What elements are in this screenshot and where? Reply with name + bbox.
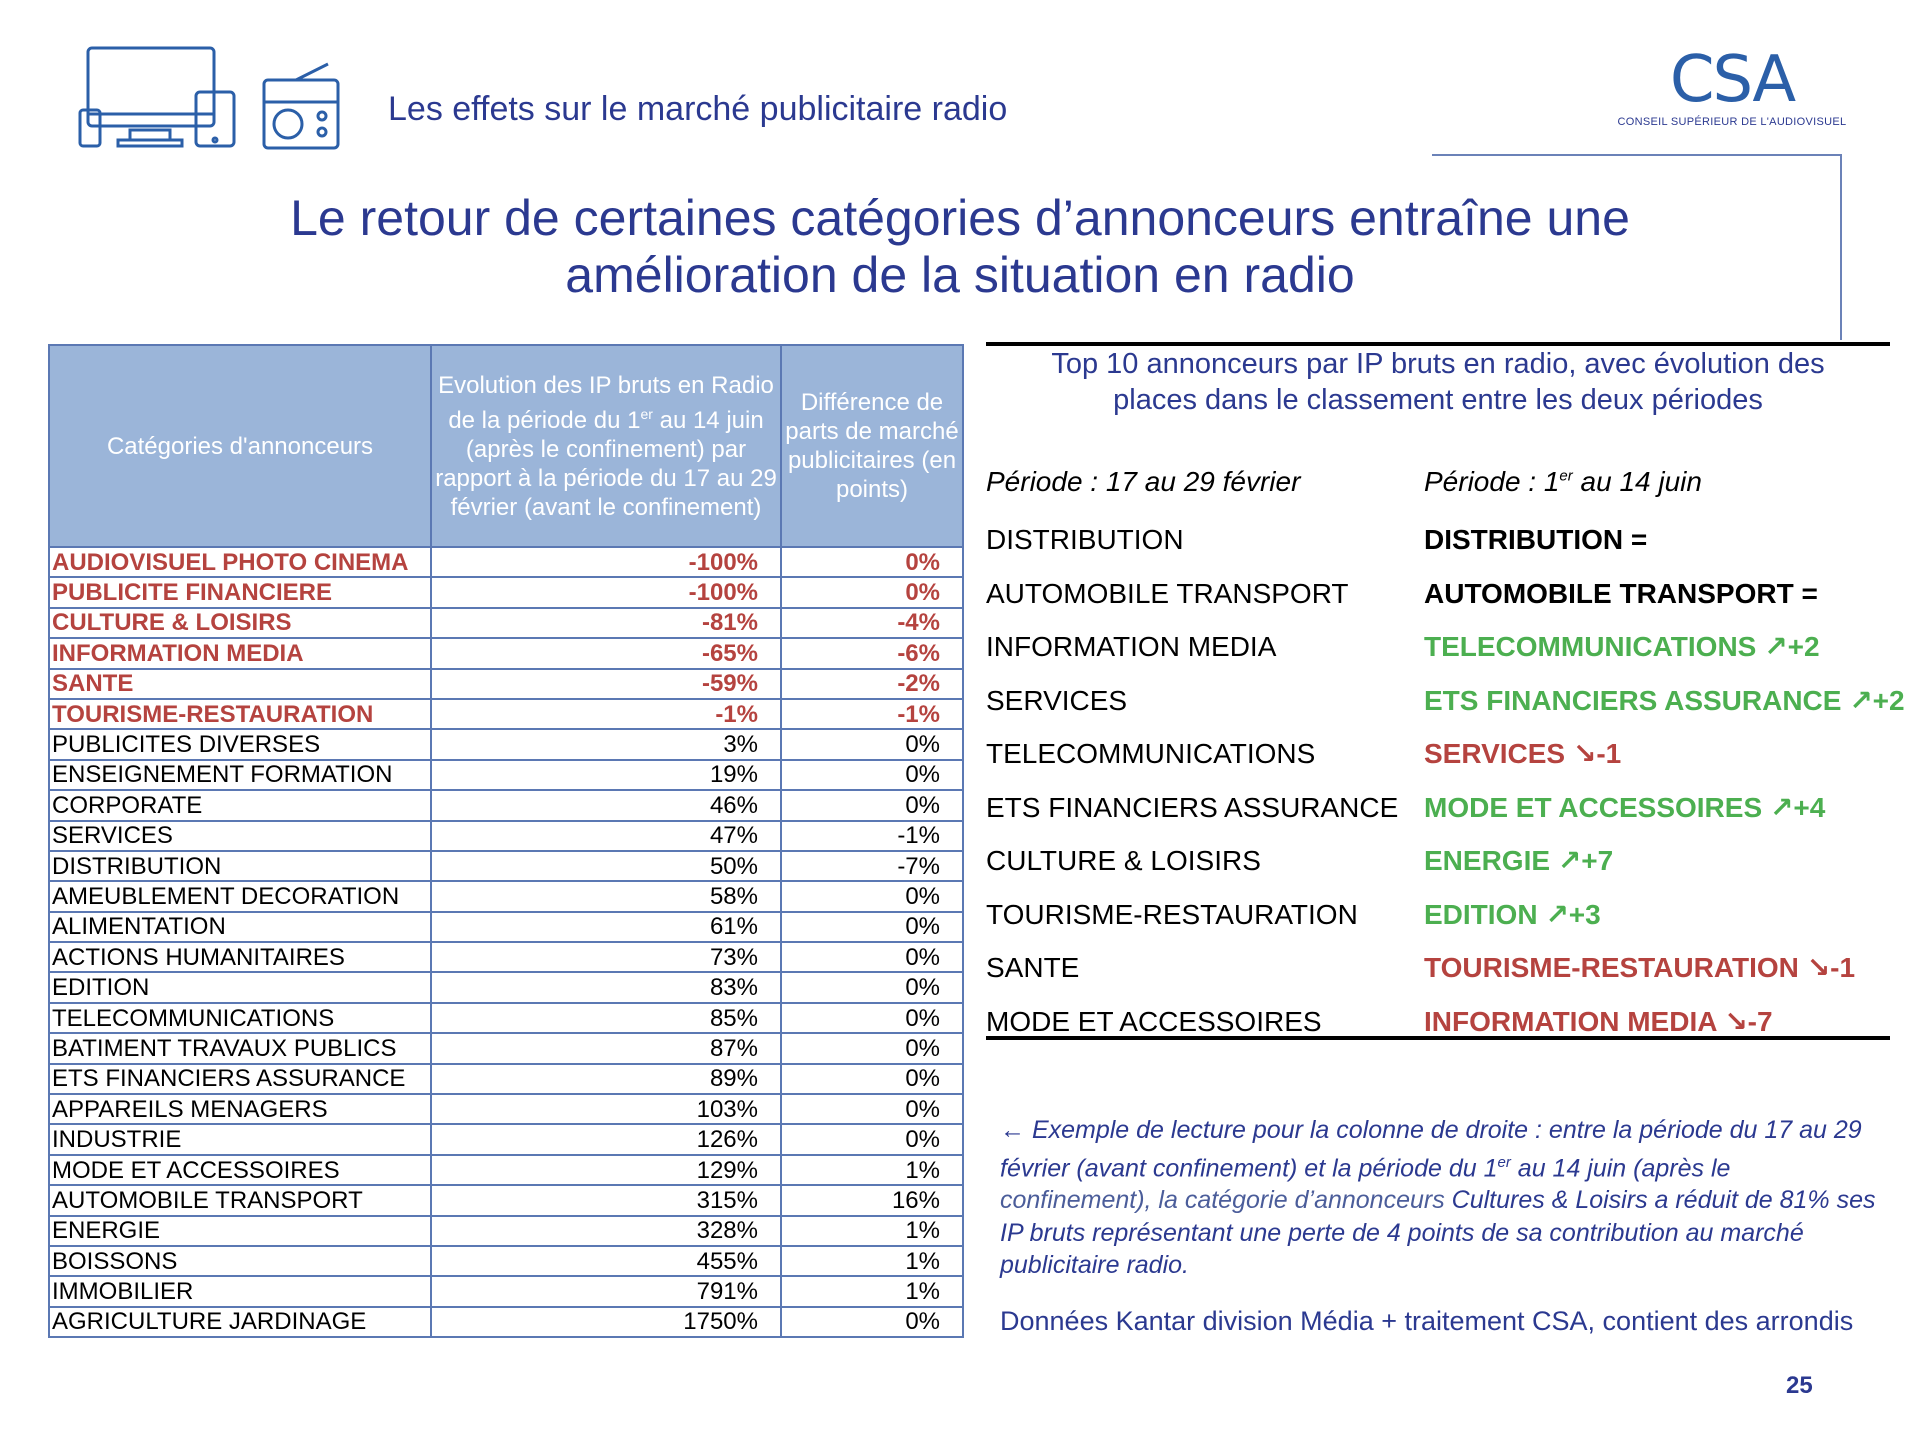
cell-category: AUDIOVISUEL PHOTO CINEMA [49,547,431,577]
cell-evolution: -100% [431,547,781,577]
period-label-right: Période : 1er au 14 juin [1424,466,1702,497]
cell-difference: -7% [781,851,963,881]
cell-category: TELECOMMUNICATIONS [49,1003,431,1033]
cell-difference: 1% [781,1155,963,1185]
cell-evolution: 85% [431,1003,781,1033]
cell-difference: 16% [781,1185,963,1215]
cell-category: ETS FINANCIERS ASSURANCE [49,1064,431,1094]
cell-evolution: 87% [431,1033,781,1063]
rank-before-item: TOURISME-RESTAURATION [986,898,1358,930]
table-row [49,1064,963,1094]
table-row [49,547,963,577]
cell-difference: 0% [781,760,963,790]
table-row [49,729,963,759]
cell-evolution: 73% [431,942,781,972]
cell-difference: 0% [781,547,963,577]
rank-before-item: CULTURE & LOISIRS [986,845,1261,876]
rank-before-item: TELECOMMUNICATIONS [986,738,1316,769]
cell-evolution: 50% [431,851,781,881]
cell-difference: 1% [781,1216,963,1246]
period-label-left: Période : 17 au 29 février [986,466,1301,497]
cell-difference: 0% [781,729,963,759]
cell-difference: 0% [781,790,963,820]
rank-before-item: DISTRIBUTION [986,524,1184,555]
cell-evolution: 3% [431,729,781,759]
page-number: 25 [1786,1372,1813,1399]
devices-icon [78,46,258,150]
cell-category: SERVICES [49,821,431,851]
rank-after-item: SERVICES ↘-1 [1424,738,1622,769]
table-row [49,669,963,699]
section-title: Les effets sur le marché publicitaire radio [388,90,1008,128]
logo-divider-horizontal [1432,154,1840,156]
table-row [49,1307,963,1337]
cell-evolution: -1% [431,699,781,729]
rank-before-item: AUTOMOBILE TRANSPORT [986,577,1349,609]
cell-evolution: 103% [431,1094,781,1124]
cell-difference: 0% [781,881,963,911]
cell-evolution: 791% [431,1276,781,1306]
logo-subtitle: CONSEIL SUPÉRIEUR DE L'AUDIOVISUEL [1617,116,1847,128]
rank-after-item: TELECOMMUNICATIONS ↗+2 [1424,631,1820,662]
rank-before-item: SERVICES [986,684,1128,716]
cell-evolution: 46% [431,790,781,820]
cell-difference: -6% [781,638,963,668]
table-row [49,608,963,638]
cell-category: AGRICULTURE JARDINAGE [49,1307,431,1337]
category-table [48,344,964,1338]
rank-after-item: TOURISME-RESTAURATION ↘-1 [1424,952,1856,983]
table-row [49,638,963,668]
cell-evolution: -81% [431,608,781,638]
rank-after-item: DISTRIBUTION = [1424,524,1648,555]
cell-category: CULTURE & LOISIRS [49,608,431,638]
radio-icon [262,62,342,152]
table-row [49,760,963,790]
cell-category: BATIMENT TRAVAUX PUBLICS [49,1033,431,1063]
table-row [49,1124,963,1154]
rank-after-item: MODE ET ACCESSOIRES ↗+4 [1424,791,1826,823]
table-row [49,1185,963,1215]
cell-evolution: 315% [431,1185,781,1215]
rank-after-item: ENERGIE ↗+7 [1424,845,1614,876]
cell-evolution: 328% [431,1216,781,1246]
header-difference: Différence de parts de marché publicitaires (en points) [781,345,963,547]
cell-difference: 0% [781,1094,963,1124]
cell-difference: 0% [781,1064,963,1094]
cell-category: CORPORATE [49,790,431,820]
rank-after-item: ETS FINANCIERS ASSURANCE ↗+2 [1424,684,1905,716]
cell-category: APPAREILS MENAGERS [49,1094,431,1124]
rank-after-item: AUTOMOBILE TRANSPORT = [1424,577,1818,609]
cell-evolution: -100% [431,577,781,607]
cell-evolution: 126% [431,1124,781,1154]
table-row [49,699,963,729]
table-row [49,851,963,881]
rank-after-item: INFORMATION MEDIA ↘-7 [1424,1005,1773,1037]
table-row [49,577,963,607]
cell-difference: 0% [781,1307,963,1337]
table-row [49,912,963,942]
cell-evolution: 455% [431,1246,781,1276]
arrow-left-icon: ← [1000,1116,1025,1144]
source-note: Données Kantar division Média + traitement CSA, contient des arrondis [1000,1306,1854,1336]
cell-category: BOISSONS [49,1246,431,1276]
rank-before-item: ETS FINANCIERS ASSURANCE [986,791,1399,823]
cell-evolution: 58% [431,881,781,911]
reading-example-note: ← Exemple de lecture pour la colonne de droite : entre la période du 17 au 29 février (avant confinement) et la période du 1er au 14 juin (après le confinement), la catégorie d’annonceurs Cultures & Loisirs a réduit de 81% ses IP bruts représentant une perte de 4 points de sa contribution au marché publicitaire radio. [1000,1116,1876,1280]
cell-evolution: 129% [431,1155,781,1185]
table-header-row [49,345,963,547]
table-row [49,1003,963,1033]
table-row [49,790,963,820]
rank-before-item: SANTE [986,952,1080,983]
cell-evolution: 89% [431,1064,781,1094]
cell-difference: -1% [781,821,963,851]
table-row [49,1094,963,1124]
cell-difference: 0% [781,942,963,972]
top10-bottom-rule [986,1036,1890,1040]
cell-category: DISTRIBUTION [49,851,431,881]
cell-difference: 0% [781,577,963,607]
cell-category: AMEUBLEMENT DECORATION [49,881,431,911]
header-evolution: Evolution des IP bruts en Radio de la période du 1er au 14 juin (après le confinement) par rapport à la période du 17 au 29 février (avant le confinement) [431,345,781,547]
table-row [49,942,963,972]
cell-evolution: 61% [431,912,781,942]
cell-category: MODE ET ACCESSOIRES [49,1155,431,1185]
cell-category: TOURISME-RESTAURATION [49,699,431,729]
cell-difference: 0% [781,1124,963,1154]
ranking-before [986,520,1398,1055]
table-row [49,881,963,911]
cell-difference: 0% [781,1033,963,1063]
table-row [49,1033,963,1063]
cell-difference: -4% [781,608,963,638]
cell-difference: 1% [781,1276,963,1306]
cell-category: INFORMATION MEDIA [49,638,431,668]
cell-category: PUBLICITES DIVERSES [49,729,431,759]
cell-category: ENSEIGNEMENT FORMATION [49,760,431,790]
cell-category: SANTE [49,669,431,699]
cell-category: ALIMENTATION [49,912,431,942]
rank-before-item: MODE ET ACCESSOIRES [986,1005,1322,1037]
top10-title [986,346,1890,418]
logo-divider-vertical [1840,154,1842,340]
rank-before-item: INFORMATION MEDIA [986,631,1277,662]
cell-difference: 1% [781,1246,963,1276]
cell-difference: 0% [781,1003,963,1033]
top10-title-line1: Top 10 annonceurs par IP bruts en radio, avec évolution des [1051,348,1825,380]
top10-title-line2: places dans le classement entre les deux périodes [1113,384,1763,416]
table-row [49,821,963,851]
cell-category: INDUSTRIE [49,1124,431,1154]
csa-logo [1612,43,1852,128]
cell-category: EDITION [49,972,431,1002]
table-row [49,972,963,1002]
rank-after-item: EDITION ↗+3 [1424,898,1601,930]
cell-category: IMMOBILIER [49,1276,431,1306]
cell-evolution: -59% [431,669,781,699]
ranking-after [1424,520,1905,1055]
cell-evolution: 1750% [431,1307,781,1337]
page-title-line1: Le retour de certaines catégories d’annonceurs entraîne une [290,190,1630,246]
cell-evolution: 47% [431,821,781,851]
cell-category: ENERGIE [49,1216,431,1246]
cell-category: AUTOMOBILE TRANSPORT [49,1185,431,1215]
table-row [49,1246,963,1276]
table-row [49,1155,963,1185]
cell-category: PUBLICITE FINANCIERE [49,577,431,607]
page-title-line2: amélioration de la situation en radio [565,247,1355,303]
table-row [49,1216,963,1246]
cell-difference: -2% [781,669,963,699]
header-categories: Catégories d'annonceurs [49,345,431,547]
cell-difference: 0% [781,912,963,942]
cell-evolution: -65% [431,638,781,668]
cell-evolution: 19% [431,760,781,790]
cell-difference: -1% [781,699,963,729]
cell-difference: 0% [781,972,963,1002]
page-title [160,190,1760,304]
logo-mark: CSA [1669,43,1795,117]
cell-category: ACTIONS HUMANITAIRES [49,942,431,972]
cell-evolution: 83% [431,972,781,1002]
table-row [49,1276,963,1306]
